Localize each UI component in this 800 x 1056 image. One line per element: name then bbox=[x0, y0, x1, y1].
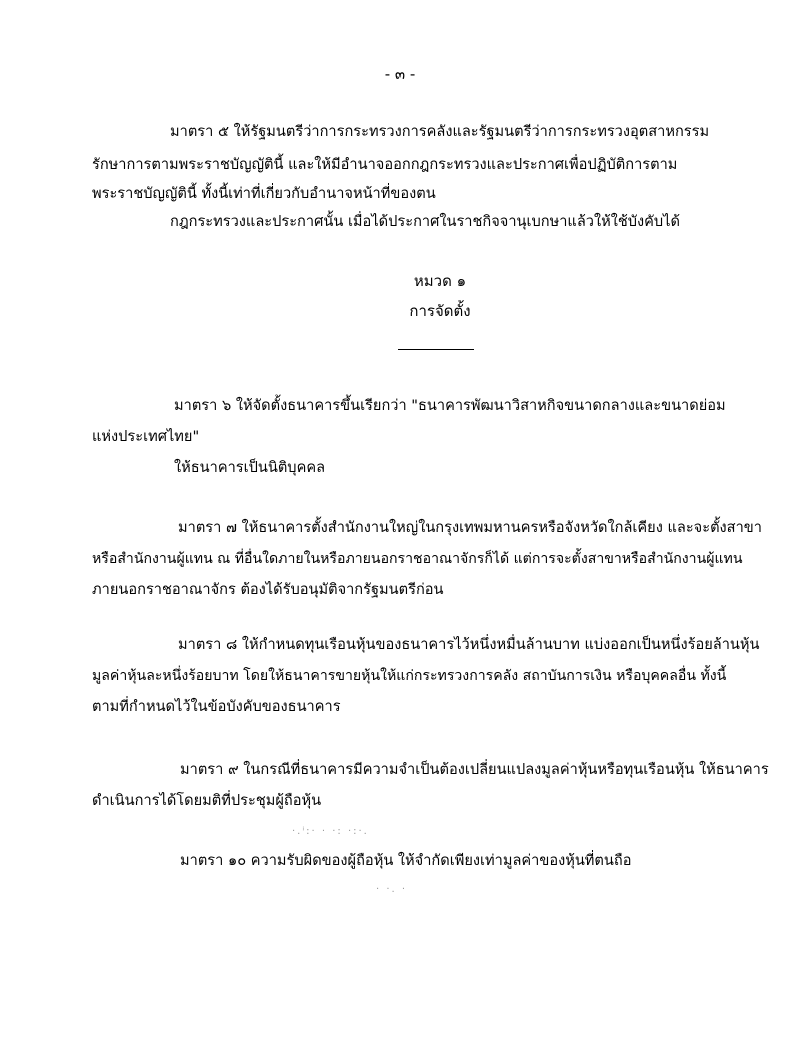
section-8-line-3: ตามที่กำหนดไว้ในข้อบังคับของธนาคาร bbox=[92, 698, 341, 715]
section-7-line-3: ภายนอกราชอาณาจักร ต้องได้รับอนุมัติจากรัฐมนตรีก่อน bbox=[92, 581, 444, 598]
scan-speckle: ·.ⁱ:· · ·: ·:·. bbox=[292, 826, 369, 837]
section-5-line-4: กฎกระทรวงและประกาศนั้น เมื่อได้ประกาศในราชกิจจานุเบกษาแล้วให้ใช้บังคับได้ bbox=[170, 213, 680, 230]
section-8-line-2: มูลค่าหุ้นละหนึ่งร้อยบาท โดยให้ธนาคารขายหุ้นให้แก่กระทรวงการคลัง สถาบันการเงิน หรือบุคคลอื่น ทั้งนี้ bbox=[92, 668, 727, 684]
section-6-line-2: แห่งประเทศไทย" bbox=[92, 428, 200, 445]
section-9-line-2: ดำเนินการได้โดยมติที่ประชุมผู้ถือหุ้น bbox=[92, 792, 322, 809]
section-5-line-1: มาตรา ๕ ให้รัฐมนตรีว่าการกระทรวงการคลังและรัฐมนตรีว่าการกระทรวงอุตสาหกรรม bbox=[170, 123, 710, 140]
page-number: - ๓ - bbox=[384, 65, 416, 83]
section-6-line-1: มาตรา ๖ ให้จัดตั้งธนาคารขึ้นเรียกว่า "ธนาคารพัฒนาวิสาหกิจขนาดกลางและขนาดย่อม bbox=[174, 397, 726, 414]
chapter-number: หมวด ๑ bbox=[413, 272, 467, 290]
section-7-line-1: มาตรา ๗ ให้ธนาคารตั้งสำนักงานใหญ่ในกรุงเทพมหานครหรือจังหวัดใกล้เคียง และจะตั้งสาขา bbox=[178, 519, 762, 536]
section-8-line-1: มาตรา ๘ ให้กำหนดทุนเรือนหุ้นของธนาคารไว้หนึ่งหมื่นล้านบาท แบ่งออกเป็นหนึ่งร้อยล้านหุ้น bbox=[178, 636, 760, 653]
section-6-line-3: ให้ธนาคารเป็นนิติบุคคล bbox=[174, 459, 326, 476]
section-5-line-3: พระราชบัญญัตินี้ ทั้งนี้เท่าที่เกี่ยวกับอำนาจหน้าที่ของตน bbox=[92, 185, 436, 202]
section-7-line-2: หรือสำนักงานผู้แทน ณ ที่อื่นใดภายในหรือภายนอกราชอาณาจักรก็ได้ แต่การจะตั้งสาขาหรือสำนักงานผู้แทน bbox=[92, 551, 743, 567]
section-9-line-1: มาตรา ๙ ในกรณีที่ธนาคารมีความจำเป็นต้องเปลี่ยนแปลงมูลค่าหุ้นหรือทุนเรือนหุ้น ให้ธนาคาร bbox=[180, 761, 769, 778]
section-5-line-2: รักษาการตามพระราชบัญญัตินี้ และให้มีอำนาจออกกฎกระทรวงและประกาศเพื่อปฏิบัติการตาม bbox=[92, 156, 678, 173]
section-10-line-1: มาตรา ๑๐ ความรับผิดของผู้ถือหุ้น ให้จำกัดเพียงเท่ามูลค่าของหุ้นที่ตนถือ bbox=[180, 852, 632, 869]
chapter-divider bbox=[398, 349, 474, 350]
chapter-title: การจัดตั้ง bbox=[409, 302, 471, 320]
scan-speckle: · ·. · bbox=[376, 884, 408, 895]
